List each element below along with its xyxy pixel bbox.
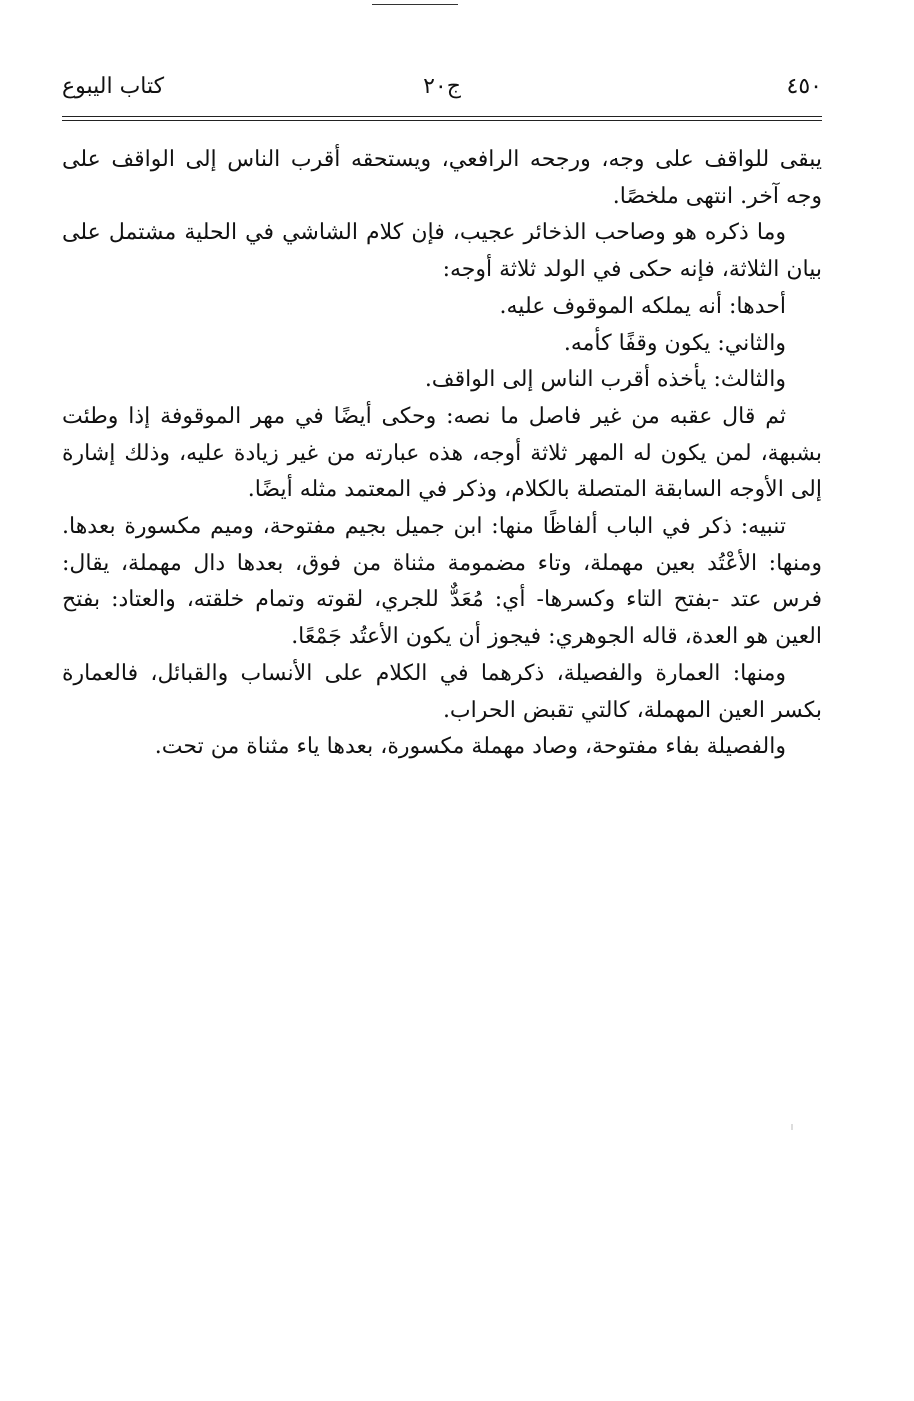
volume-label: ج٢٠ xyxy=(423,74,461,99)
header-rule-bottom xyxy=(62,120,822,121)
paragraph: وما ذكره هو وصاحب الذخائر عجيب، فإن كلام الشاشي في الحلية مشتمل على بيان الثلاثة، فإنه حكى في الولد ثلاثة أوجه: xyxy=(62,220,822,283)
paragraph: تنبيه: ذكر في الباب ألفاظًا منها: ابن جميل بجيم مفتوحة، وميم مكسورة بعدها. ومنها: الأعْتُد بعين مهملة، وتاء مضمومة مثناة من فوق، بعدها دال مهملة، يقال: فرس عتد -بفتح التاء وكسرها- أي: مُعَدٌّ للجري، لقوته وتمام خلقته، والعتاد: بفتح العين هو العدة، قاله الجوهري: فيجوز أن يكون الأعتُد جَمْعًا. xyxy=(62,514,822,650)
page-number: ٤٥٠ xyxy=(786,74,822,99)
paragraph: أحدها: أنه يملكه الموقوف عليه. xyxy=(499,293,786,319)
paragraph: يبقى للواقف على وجه، ورجحه الرافعي، ويستحقه أقرب الناس إلى الواقف على وجه آخر. انتهى ملخصًا. xyxy=(62,147,822,209)
scan-mark xyxy=(791,1124,793,1130)
paragraph: ومنها: العمارة والفصيلة، ذكرهما في الكلام على الأنساب والقبائل، فالعمارة بكسر العين المهملة، كالتي تقبض الحراب. xyxy=(62,660,822,723)
paragraph: والثالث: يأخذه أقرب الناس إلى الواقف. xyxy=(424,367,786,393)
header-rule-top xyxy=(62,116,822,117)
book-title: كتاب اليبوع xyxy=(62,74,165,99)
paragraph: والفصيلة بفاء مفتوحة، وصاد مهملة مكسورة، بعدها ياء مثناة من تحت. xyxy=(154,734,786,760)
body-text xyxy=(62,142,822,766)
paragraph: والثاني: يكون وقفًا كأمه. xyxy=(563,330,786,356)
running-header xyxy=(62,74,822,114)
paragraph: ثم قال عقبه من غير فاصل ما نصه: وحكى أيضًا في مهر الموقوفة إذا وطئت بشبهة، لمن يكون له المهر ثلاثة أوجه، هذه عبارته من غير زيادة عليه، وذلك إشارة إلى الأوجه السابقة المتصلة بالكلام، وذكر في المعتمد مثله أيضًا. xyxy=(62,403,822,503)
top-rule xyxy=(372,4,458,5)
